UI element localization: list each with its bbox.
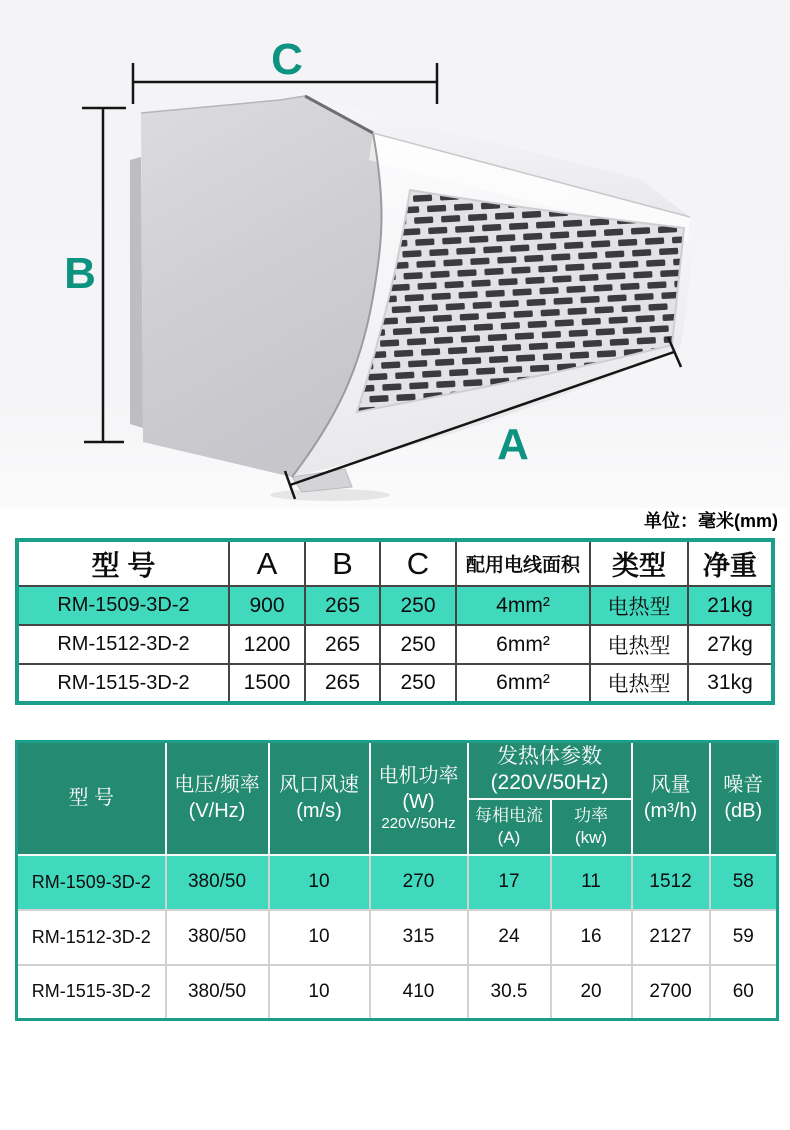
- table2-row-rm1515: [17, 965, 778, 1020]
- table-cell: 24: [468, 910, 551, 965]
- table-cell: 2700: [632, 965, 710, 1020]
- table-cell: 265: [305, 586, 380, 625]
- table2-header-voltage: [166, 742, 269, 855]
- table-cell: 30.5: [468, 965, 551, 1020]
- table-cell: 315: [370, 910, 468, 965]
- table-cell: RM-1515-3D-2: [17, 664, 229, 703]
- wall-plate: [130, 157, 143, 428]
- table-cell: 265: [305, 625, 380, 664]
- table1-row-rm1509: [17, 586, 773, 625]
- table-cell: 59: [710, 910, 778, 965]
- table-cell: 1500: [229, 664, 305, 703]
- table-cell: 10: [269, 855, 370, 910]
- table-cell: RM-1509-3D-2: [17, 586, 229, 625]
- header-line: 220V/50Hz: [381, 815, 456, 833]
- header-line: (dB): [724, 800, 763, 823]
- table-cell: 58: [710, 855, 778, 910]
- table-cell: 265: [305, 664, 380, 703]
- header-line: 型 号: [68, 787, 115, 810]
- table-cell: 电热型: [590, 586, 688, 625]
- table-cell: RM-1512-3D-2: [17, 910, 166, 965]
- table2-header-motor-power: [370, 742, 468, 855]
- header-line: 噪音: [723, 774, 764, 797]
- dimensions-spec-table: [15, 538, 775, 705]
- table-cell: 1200: [229, 625, 305, 664]
- table-cell: 16: [551, 910, 632, 965]
- table-cell: 6mm²: [456, 625, 590, 664]
- table-cell: 10: [269, 965, 370, 1020]
- table2-row-rm1509: [17, 855, 778, 910]
- table-cell: 27kg: [688, 625, 773, 664]
- header-line: 电机功率: [378, 765, 459, 788]
- table2-header-heater-group: [468, 742, 632, 799]
- table1-header-type: 类型: [590, 540, 688, 586]
- header-line: (V/Hz): [188, 800, 246, 823]
- table-cell: RM-1509-3D-2: [17, 855, 166, 910]
- header-line: 风口风速: [279, 774, 359, 797]
- table-cell: 380/50: [166, 855, 269, 910]
- table-cell: 380/50: [166, 910, 269, 965]
- air-curtain-illustration: [130, 96, 700, 501]
- table-cell: 17: [468, 855, 551, 910]
- table-cell: 380/50: [166, 965, 269, 1020]
- table-cell: 250: [380, 664, 456, 703]
- table-cell: 410: [370, 965, 468, 1020]
- header-line: 每相电流: [475, 805, 543, 825]
- table-cell: 1512: [632, 855, 710, 910]
- table2-header-noise: [710, 742, 778, 855]
- table2-row-rm1512: [17, 910, 778, 965]
- product-photo-section: [0, 0, 790, 508]
- table-cell: 4mm²: [456, 586, 590, 625]
- table2-header-row-1: [17, 742, 778, 799]
- table2-header-wind-speed: [269, 742, 370, 855]
- table1-header-b: B: [305, 540, 380, 586]
- table-cell: 2127: [632, 910, 710, 965]
- unit-label: 单位：毫米(mm): [644, 511, 778, 531]
- table1-header-weight: 净重: [688, 540, 773, 586]
- table1-header-wire-area: 配用电线面积: [456, 540, 590, 586]
- table-cell: 31kg: [688, 664, 773, 703]
- table1-header-a: A: [229, 540, 305, 586]
- table-cell: 270: [370, 855, 468, 910]
- dimension-label-b: B: [64, 249, 96, 298]
- header-line: 功率: [574, 805, 608, 825]
- header-line: (A): [497, 827, 521, 847]
- header-line: 发热体参数: [497, 745, 602, 769]
- table1-row-rm1515: [17, 664, 773, 703]
- header-line: (220V/50Hz): [490, 771, 609, 795]
- header-line: 电压/频率: [174, 774, 260, 797]
- table2-header-model: [17, 742, 166, 855]
- table-cell: 60: [710, 965, 778, 1020]
- table-cell: 20: [551, 965, 632, 1020]
- table-cell: 电热型: [590, 664, 688, 703]
- table-cell: 电热型: [590, 625, 688, 664]
- header-line: (W): [402, 791, 435, 814]
- dimension-label-c: C: [271, 35, 303, 84]
- table-cell: 6mm²: [456, 664, 590, 703]
- header-line: (m/s): [296, 800, 342, 823]
- table2-header-heater-power: [551, 799, 632, 855]
- product-dimension-diagram: [0, 0, 790, 508]
- table-cell: 10: [269, 910, 370, 965]
- header-line: (m³/h): [643, 800, 698, 823]
- table2-header-airflow: [632, 742, 710, 855]
- floor-shadow: [270, 489, 390, 501]
- table1-header-c: C: [380, 540, 456, 586]
- table-cell: 21kg: [688, 586, 773, 625]
- header-line: (kw): [574, 827, 608, 847]
- table1-row-rm1512: [17, 625, 773, 664]
- dimension-label-a: A: [497, 420, 529, 469]
- table-cell: RM-1515-3D-2: [17, 965, 166, 1020]
- table-cell: 900: [229, 586, 305, 625]
- table-cell: RM-1512-3D-2: [17, 625, 229, 664]
- table-cell: 250: [380, 625, 456, 664]
- table-cell: 11: [551, 855, 632, 910]
- header-line: 风量: [650, 774, 691, 797]
- performance-spec-table: [15, 740, 779, 1021]
- table-cell: 250: [380, 586, 456, 625]
- table2-header-phase-current: [468, 799, 551, 855]
- table1-header-row: [17, 540, 773, 586]
- table1-header-model: 型 号: [17, 540, 229, 586]
